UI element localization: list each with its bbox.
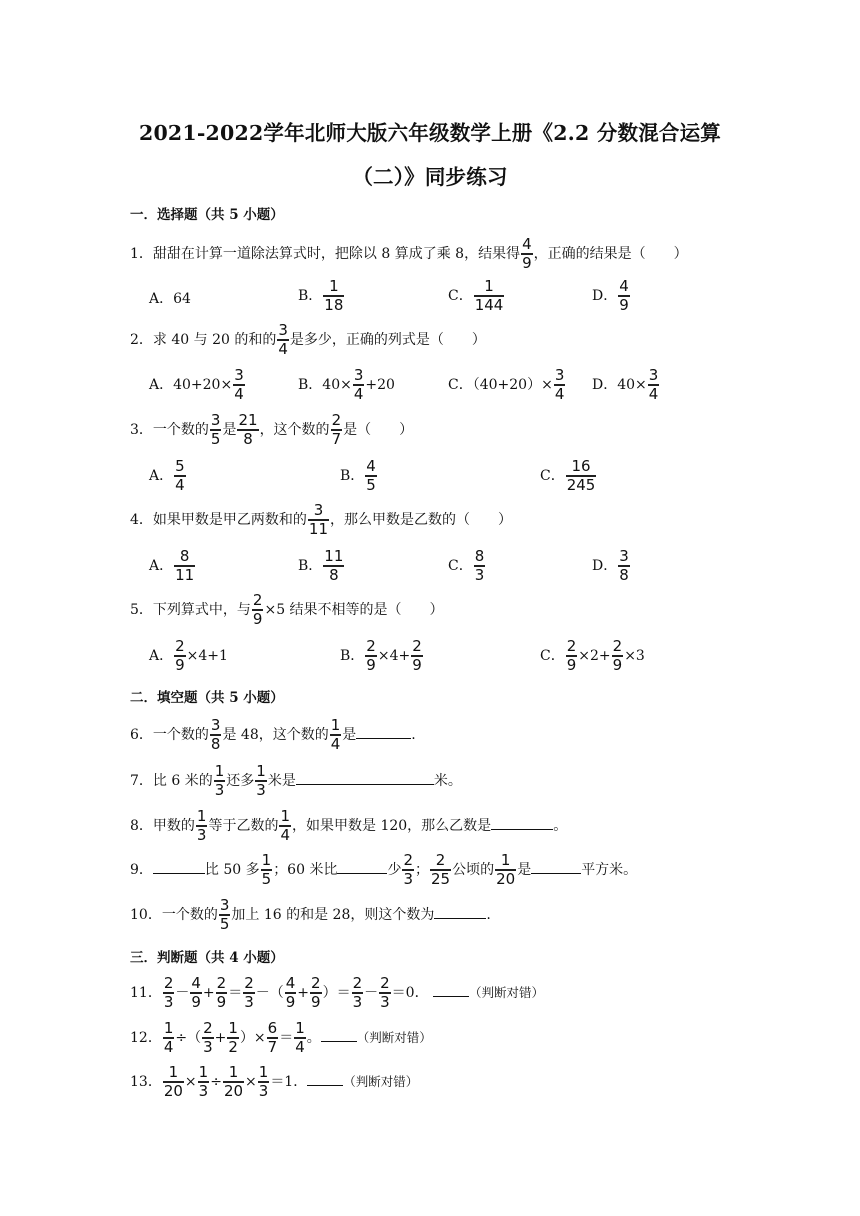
fraction-denominator: 4	[163, 1037, 174, 1056]
answer-blank[interactable]	[356, 724, 411, 739]
text: B．	[298, 287, 323, 304]
fraction-numerator: 4	[619, 277, 629, 295]
fraction	[255, 763, 267, 799]
text: 米。	[433, 772, 462, 789]
question-text: 甜甜在计算一道除法算式时，把除以 8 算成了乘 8，结果得	[152, 245, 521, 262]
q4-option-d[interactable]	[592, 548, 631, 584]
fraction-denominator: 4	[554, 384, 565, 403]
fraction-denominator: 4	[353, 384, 364, 403]
fraction	[279, 808, 291, 844]
fraction	[612, 638, 624, 674]
fraction-numerator: 4	[285, 974, 296, 992]
fraction	[227, 1020, 239, 1056]
fraction-denominator: 9	[311, 992, 321, 1011]
fraction-denominator: 2	[228, 1037, 238, 1056]
fraction	[323, 548, 344, 584]
fraction	[267, 1020, 279, 1056]
fraction-denominator: 3	[214, 780, 225, 799]
fraction-denominator: 9	[175, 655, 185, 674]
text: ×	[245, 1073, 257, 1090]
fraction-denominator: 3	[196, 825, 207, 844]
fraction-denominator: 9	[566, 655, 577, 674]
fraction-numerator: 2	[244, 974, 254, 992]
fraction	[216, 975, 228, 1011]
fraction-numerator: 8	[474, 547, 485, 565]
text: ；	[415, 861, 429, 878]
text: ，那么甲数是乙数的（ ）	[330, 511, 513, 528]
fraction-numerator: 3	[278, 321, 288, 339]
fraction-numerator: 1	[228, 1019, 238, 1037]
fraction	[285, 975, 297, 1011]
text: 8．	[130, 817, 153, 834]
fraction-denominator: 20	[496, 869, 516, 888]
q1-option-d[interactable]	[592, 278, 631, 314]
fraction-denominator: 11	[308, 519, 329, 538]
text: －	[175, 984, 190, 1001]
fraction-numerator: 1	[295, 1019, 305, 1037]
text: .	[486, 906, 491, 923]
fraction	[430, 852, 451, 888]
text: ）×	[239, 1029, 266, 1046]
fraction-numerator: 3	[554, 366, 565, 384]
text: D．	[592, 557, 618, 574]
fraction-numerator: 3	[210, 716, 221, 734]
fraction-numerator: 1	[280, 807, 291, 825]
text: B．	[340, 467, 365, 484]
fraction	[554, 367, 566, 403]
fraction-denominator: 4	[330, 734, 341, 753]
q2-option-d[interactable]	[592, 367, 660, 403]
text: C．	[540, 647, 565, 664]
fraction-numerator: 4	[522, 235, 532, 253]
answer-blank[interactable]	[153, 859, 205, 874]
text: A．	[149, 647, 174, 664]
q5-option-a[interactable]	[149, 638, 228, 674]
fraction-denominator: 9	[366, 655, 376, 674]
text: ×	[184, 1073, 197, 1090]
fraction-denominator: 20	[163, 1081, 183, 1100]
text: 一个数的	[152, 421, 209, 438]
question-11	[130, 975, 544, 1011]
fraction	[233, 367, 245, 403]
q4-option-c[interactable]	[448, 548, 486, 584]
text: ＝1．	[270, 1073, 308, 1090]
fraction	[252, 592, 264, 628]
fraction-denominator: 3	[198, 1081, 209, 1100]
fraction-numerator: 3	[234, 366, 244, 384]
question-9	[130, 852, 637, 888]
fraction-numerator: 3	[353, 366, 364, 384]
question-13	[130, 1064, 418, 1100]
text: 是 48，这个数的	[222, 726, 329, 743]
text: ＝	[279, 1029, 294, 1046]
fraction	[330, 717, 342, 753]
text: 12．	[130, 1029, 162, 1046]
text: 11．	[130, 984, 162, 1001]
section-judge: 三．判断题（共 4 小题）	[130, 950, 284, 966]
fraction	[163, 1020, 175, 1056]
text: 是	[517, 861, 532, 878]
fraction	[163, 975, 175, 1011]
text: 3．	[130, 421, 153, 438]
fraction-denominator: 3	[352, 992, 363, 1011]
fraction-denominator: 9	[412, 655, 422, 674]
fraction	[402, 852, 414, 888]
text: 2．	[130, 331, 153, 348]
fraction-numerator: 2	[331, 411, 342, 429]
text: 。	[306, 1029, 321, 1046]
text: ×4+1	[186, 647, 228, 664]
text: D．	[592, 287, 618, 304]
fraction-denominator: 144	[474, 295, 504, 314]
fraction-numerator: 8	[179, 547, 190, 565]
fraction-numerator: 1	[228, 1063, 239, 1081]
fraction	[219, 897, 231, 933]
fraction-denominator: 3	[258, 1081, 269, 1100]
fraction-numerator: 16	[571, 457, 591, 475]
page-title-line2: （二）》同步练习	[352, 165, 508, 189]
fraction	[566, 638, 578, 674]
q1-option-a[interactable]	[149, 288, 191, 308]
text: 9．	[130, 861, 153, 878]
q3-option-c[interactable]	[540, 458, 597, 494]
fraction-denominator: 3	[244, 992, 254, 1011]
section-fill: 二．填空题（共 5 小题）	[130, 690, 284, 706]
text: .	[411, 726, 416, 743]
text: 平方米。	[581, 861, 638, 878]
fraction	[331, 412, 343, 448]
fraction	[365, 458, 377, 494]
q3-option-b[interactable]	[340, 458, 378, 494]
fraction-numerator: 1	[329, 277, 339, 295]
fraction-numerator: 2	[175, 637, 185, 655]
fraction-denominator: 245	[566, 475, 596, 494]
question-7	[130, 763, 462, 799]
fraction	[237, 412, 258, 448]
fraction-numerator: 2	[311, 974, 321, 992]
question-6	[130, 717, 416, 753]
question-2	[130, 322, 486, 358]
fraction	[495, 852, 516, 888]
text: ）＝	[322, 984, 351, 1001]
text: ＝0．	[391, 984, 429, 1001]
fraction-denominator: 4	[648, 384, 659, 403]
text: ×5 结果不相等的是（ ）	[264, 601, 444, 618]
text: C．	[448, 287, 473, 304]
text: （判断对错）	[343, 1073, 419, 1089]
q2-option-c[interactable]	[448, 367, 566, 403]
fraction-numerator: 1	[163, 1019, 174, 1037]
fraction-numerator: 1	[214, 762, 225, 780]
fraction	[618, 278, 630, 314]
fraction	[174, 458, 186, 494]
text: 是	[342, 726, 357, 743]
fraction-numerator: 4	[366, 457, 376, 475]
text: 4．	[130, 511, 153, 528]
text: ×2+	[578, 647, 611, 664]
fraction-numerator: 3	[219, 896, 230, 914]
text: 6．	[130, 726, 153, 743]
text: 是多少，正确的列式是（ ）	[289, 331, 486, 348]
fraction-denominator: 3	[474, 565, 485, 584]
fraction	[163, 1064, 184, 1100]
fraction-numerator: 4	[191, 974, 201, 992]
fraction	[310, 975, 322, 1011]
fraction-denominator: 18	[324, 295, 344, 314]
fraction-denominator: 11	[175, 565, 195, 584]
fraction-numerator: 2	[352, 974, 363, 992]
fraction-denominator: 8	[619, 565, 629, 584]
answer-blank[interactable]	[531, 859, 581, 874]
fraction-numerator: 1	[330, 716, 341, 734]
q2-option-a[interactable]	[149, 367, 246, 403]
fraction	[521, 236, 533, 272]
text: 求 40 与 20 的和的	[152, 331, 277, 348]
fraction-numerator: 1	[198, 1063, 209, 1081]
fraction-numerator: 21	[238, 411, 258, 429]
q4-option-a[interactable]	[149, 548, 196, 584]
text: 少	[387, 861, 402, 878]
text: －（	[255, 984, 284, 1001]
text: －	[364, 984, 379, 1001]
fraction	[258, 1064, 270, 1100]
answer-blank[interactable]	[491, 815, 553, 830]
fraction-numerator: 2	[163, 974, 174, 992]
fraction	[411, 638, 423, 674]
question-4	[130, 502, 512, 538]
q5-option-c[interactable]	[540, 638, 645, 674]
question-5	[130, 592, 444, 628]
answer-blank[interactable]	[296, 770, 434, 785]
fraction	[352, 975, 364, 1011]
text: A．	[149, 557, 174, 574]
fraction-denominator: 9	[252, 609, 263, 628]
fraction-numerator: 1	[500, 851, 511, 869]
question-text: ，正确的结果是（ ）	[533, 245, 688, 262]
text: 公顷的	[452, 861, 495, 878]
question-number: 1．	[130, 245, 153, 262]
fraction-numerator: 1	[168, 1063, 179, 1081]
text: +	[214, 1029, 227, 1046]
answer-blank[interactable]	[433, 982, 469, 997]
fraction-numerator: 1	[258, 1063, 269, 1081]
text: 7．	[130, 772, 153, 789]
fraction	[277, 322, 289, 358]
fraction-denominator: 5	[210, 429, 221, 448]
text: ，这个数的	[259, 421, 330, 438]
fraction-numerator: 2	[412, 637, 422, 655]
fraction	[174, 638, 186, 674]
q2-option-b[interactable]	[298, 367, 395, 403]
text: 等于乙数的	[208, 817, 279, 834]
fraction-numerator: 2	[435, 851, 446, 869]
fraction-numerator: 2	[252, 591, 263, 609]
text: 比 6 米的	[152, 772, 213, 789]
text: 是（ ）	[343, 421, 414, 438]
text: +	[297, 984, 310, 1001]
text: （判断对错）	[469, 984, 545, 1000]
text: ÷	[210, 1073, 222, 1090]
fraction	[353, 367, 365, 403]
fraction-denominator: 3	[256, 780, 266, 799]
answer-blank[interactable]	[321, 1027, 357, 1042]
fraction-denominator: 9	[522, 253, 532, 272]
page-title-line1: 2021-2022学年北师大版六年级数学上册《2.2 分数混合运算	[138, 121, 722, 145]
fraction	[566, 458, 597, 494]
fraction-denominator: 9	[612, 655, 623, 674]
question-12	[130, 1020, 432, 1056]
text: 一个数的	[161, 906, 218, 923]
text: ，如果甲数是 120，那么乙数是	[292, 817, 492, 834]
fraction	[261, 852, 273, 888]
fraction-denominator: 7	[267, 1037, 278, 1056]
text: ÷（	[175, 1029, 202, 1046]
fraction	[174, 548, 195, 584]
fraction-numerator: 3	[619, 547, 629, 565]
q4-option-b[interactable]	[298, 548, 345, 584]
fraction-denominator: 25	[431, 869, 451, 888]
text: A．64	[149, 291, 191, 307]
fraction-numerator: 2	[366, 637, 376, 655]
fraction-numerator: 1	[484, 277, 494, 295]
text: 加上 16 的和是 28，则这个数为	[231, 906, 435, 923]
fraction-numerator: 2	[216, 974, 227, 992]
text: A．	[149, 467, 174, 484]
fraction-denominator: 4	[295, 1037, 305, 1056]
text: 下列算式中，与	[152, 601, 251, 618]
fraction-numerator: 2	[612, 637, 623, 655]
fraction-numerator: 2	[380, 974, 390, 992]
text: A．40+20×	[149, 376, 233, 393]
fraction	[223, 1064, 244, 1100]
fraction-numerator: 1	[261, 851, 272, 869]
fraction-denominator: 9	[191, 992, 201, 1011]
fraction-numerator: 2	[203, 1019, 213, 1037]
text: 还多	[226, 772, 255, 789]
fraction-numerator: 1	[256, 762, 266, 780]
fraction	[365, 638, 377, 674]
fraction-denominator: 8	[329, 565, 339, 584]
fraction	[474, 548, 486, 584]
answer-blank[interactable]	[434, 904, 486, 919]
fraction-numerator: 11	[324, 547, 344, 565]
fraction-numerator: 3	[313, 501, 324, 519]
fraction-denominator: 3	[163, 992, 174, 1011]
text: B．40×	[298, 376, 352, 393]
fraction-denominator: 7	[331, 429, 342, 448]
fraction	[214, 763, 226, 799]
fraction-denominator: 4	[278, 339, 288, 358]
q3-option-a[interactable]	[149, 458, 187, 494]
text: 13．	[130, 1073, 162, 1090]
text: +	[202, 984, 215, 1001]
fraction-denominator: 3	[203, 1037, 213, 1056]
fraction	[379, 975, 391, 1011]
q1-option-c[interactable]	[448, 278, 505, 314]
text: 5．	[130, 601, 153, 618]
text: C．	[540, 467, 565, 484]
fraction	[323, 278, 344, 314]
fraction-denominator: 3	[380, 992, 390, 1011]
text: 。	[553, 817, 568, 834]
fraction-numerator: 3	[210, 411, 221, 429]
fraction	[308, 502, 329, 538]
fraction-denominator: 4	[234, 384, 244, 403]
text: B．	[298, 557, 323, 574]
fraction-denominator: 9	[285, 992, 296, 1011]
fraction-numerator: 6	[267, 1019, 278, 1037]
question-3	[130, 412, 413, 448]
fraction-denominator: 20	[223, 1081, 244, 1100]
question-10	[130, 897, 491, 933]
fraction-denominator: 3	[403, 869, 413, 888]
text: +20	[365, 376, 395, 393]
fraction	[474, 278, 505, 314]
text: ；60 米比	[273, 861, 338, 878]
fraction-denominator: 8	[243, 429, 253, 448]
text: C．（40+20）×	[448, 376, 553, 393]
fraction-denominator: 4	[175, 475, 185, 494]
fraction	[210, 717, 222, 753]
fraction	[294, 1020, 306, 1056]
fraction	[210, 412, 222, 448]
text: 10．	[130, 906, 162, 923]
fraction-denominator: 4	[280, 825, 291, 844]
fraction-numerator: 2	[566, 637, 577, 655]
text: 一个数的	[152, 726, 209, 743]
fraction-numerator: 1	[196, 807, 207, 825]
fraction-denominator: 5	[261, 869, 272, 888]
text: 米是	[267, 772, 296, 789]
fraction-denominator: 9	[619, 295, 629, 314]
fraction	[202, 1020, 214, 1056]
text: ＝	[228, 984, 243, 1001]
q5-option-b[interactable]	[340, 638, 424, 674]
q1-option-b[interactable]	[298, 278, 345, 314]
fraction	[190, 975, 202, 1011]
answer-blank[interactable]	[307, 1071, 343, 1086]
text: ×4+	[377, 647, 411, 664]
fraction-numerator: 5	[175, 457, 185, 475]
text: C．	[448, 557, 473, 574]
answer-blank[interactable]	[337, 859, 387, 874]
fraction	[196, 808, 208, 844]
text: ×3	[624, 647, 645, 664]
text: 甲数的	[152, 817, 195, 834]
question-1	[130, 236, 688, 272]
fraction	[648, 367, 660, 403]
text: 比 50 多	[204, 861, 260, 878]
fraction	[243, 975, 255, 1011]
text: D．40×	[592, 376, 647, 393]
text: 是	[222, 421, 237, 438]
fraction	[618, 548, 630, 584]
fraction-numerator: 3	[648, 366, 659, 384]
fraction-denominator: 5	[366, 475, 376, 494]
fraction	[198, 1064, 210, 1100]
fraction-denominator: 9	[216, 992, 227, 1011]
text: B．	[340, 647, 365, 664]
section-choice: 一．选择题（共 5 小题）	[130, 207, 284, 223]
fraction-denominator: 5	[219, 914, 230, 933]
fraction-numerator: 2	[403, 851, 413, 869]
question-8	[130, 808, 567, 844]
text: 如果甲数是甲乙两数和的	[152, 511, 307, 528]
fraction-denominator: 8	[210, 734, 221, 753]
text: （判断对错）	[356, 1029, 432, 1045]
